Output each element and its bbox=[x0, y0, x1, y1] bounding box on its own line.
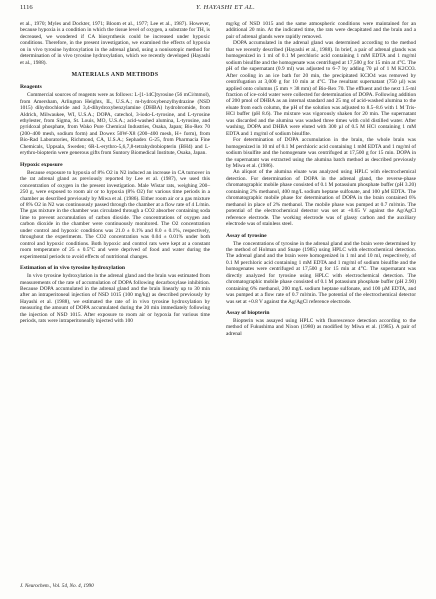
dopa-adrenal-paragraph: DOPA accumulated in the adrenal gland was determined according to the method that we recently described (Hayashi et al., 1988). In brief, a pair of adrenal glands was homogenized in 1 ml of 0.1 M perchloric acid containing 1 mM EDTA and 1 mg/ml sodium bisulfite and the homogenate was centrifuged at 17,500 g for 15 min at 4°C. The pH of the supernatant (0.9 ml) was adjusted to 6–7 by adding 70 µl of 1 M K2CO3. After cooling in an ice bath for 20 min, the precipitated KClO4 was removed by centrifugation at 3,000 g for 10 min at 4°C. The resultant supernatant (750 µl) was applied onto columns (5 mm × 38 mm) of Bio-Rex 70. The effluent and the next 1.5-ml fraction of ice-cold water were collected for determination of DOPA. Following addition of 200 pmol of DHBA as an internal standard and 25 mg of acid-washed alumina to the eluate from each column, the pH of the solution was adjusted to 8.5–8.6 with 1 M Tris-HCl buffer (pH 8.6). The mixture was vigorously shaken for 20 min. The supernatant was discarded and the alumina was washed three times with cold distilled water. After washing, DOPA and DHBA were eluted with 300 µl of 0.5 M HCl containing 1 mM EDTA and 1 mg/ml of sodium bisulfite. bbox=[226, 40, 416, 137]
journal-footer: J. Neurochem., Vol. 54, No. 4, 1990 bbox=[20, 583, 94, 589]
running-head bbox=[20, 3, 418, 13]
left-column bbox=[20, 21, 210, 325]
subheading-biopterin-assay: Assay of biopterin bbox=[226, 310, 270, 317]
section-heading-materials-methods: MATERIALS AND METHODS bbox=[71, 72, 159, 79]
estimation-paragraph: In vivo tyrosine hydroxylation in the adrenal gland and the brain was estimated from measurements of the rate of accumulation of DOPA following decarboxylase inhibition. Because DOPA accumulated in the adrenal gland and the brain linearly up to 30 min after an intraperitoneal injection of NSD 1015 (100 mg/kg) as described previously by Hayashi et al. (1988), we estimated the rate of in vivo tyrosine hydroxylation by measuring the amount of DOPA accumulated during the 20 min immediately following the injection of NSD 1015. After exposure to room air or hypoxia for various time periods, rats were intraperitoneally injected with 100 bbox=[20, 273, 210, 325]
subheading-hypoxic-exposure: Hypoxic exposure bbox=[20, 161, 63, 168]
page-number: 1116 bbox=[20, 4, 33, 11]
subheading-tyrosine-assay: Assay of tyrosine bbox=[226, 232, 267, 239]
hplc-paragraph: An aliquot of the alumina eluate was analyzed using HPLC with electrochemical detection. For determination of DOPA in the adrenal gland, the reverse-phase chromatographic mobile phase consisted of 0.1 M potassium phosphate buffer (pH 3.20) containing 2% methanol, 400 mg/L sodium heptane sulfonate, and 100 µM EDTA. The chromatographic mobile phase for determination of DOPA in the brain contained 6% methanol in place of 2% methanol. The mobile phase was pumped at 0.7 ml/min. The potential of the electrochemical detector was set at +0.65 V against the Ag/AgCl reference electrode. The working electrode was of glassy carbon and the auxiliary electrode was of stainless steel. bbox=[226, 169, 416, 228]
right-column bbox=[226, 21, 416, 337]
biopterin-paragraph: Biopterin was assayed using HPLC with fluorescence detection according to the method of Fukushima and Nixon (1980) as modified by Miwa et al. (1985). A pair of adrenal bbox=[226, 318, 416, 337]
intro-paragraph: et al., 1970; Myles and Dockter, 1971; Bloom et al., 1977; Lee et al., 1987). However, because hypoxia is a condition in which the tissue level of oxygen, a substrate for TH, is decreased, we wondered if CA biosynthesis could be increased under hypoxic conditions. Therefore, in the present investigation, we examined the effects of hypoxia on in vivo tyrosine hydroxylation in the adrenal gland, using a nonisotopic method for determination of in vivo tyrosine hydroxylation, which we recently developed (Hayashi et al., 1988). bbox=[20, 21, 210, 66]
dopa-brain-paragraph: For determination of DOPA accumulation in the brain, the whole brain was homogenized in 10 ml of 0.1 M perchloric acid containing 1 mM EDTA and 1 mg/ml of sodium bisulfite and the homogenate was centrifuged at 17,500 g for 15 min. DOPA in the supernatant was extracted using the alumina batch method as described previously by Miwa et al. (1986). bbox=[226, 137, 416, 169]
subheading-reagents: Reagents bbox=[20, 84, 42, 91]
subheading-estimation: Estimation of in vivo tyrosine hydroxylation bbox=[20, 265, 125, 272]
tyrosine-paragraph: The concentrations of tyrosine in the adrenal gland and the brain were determined by the method of Holman and Snape (1985) using HPLC with electrochemical detection. The adrenal gland and the brain were homogenized in 1 ml and 10 ml, respectively, of 0.1 M perchloric acid containing 1 mM EDTA and 1 mg/ml of sodium bisulfite and the homogenates were centrifuged at 17,500 g for 15 min at 4°C. The supernatant was directly analyzed for tyrosine using HPLC with electrochemical detection. The chromatographic mobile phase consisted of 0.1 M potassium phosphate buffer (pH 2.90) containing 6% methanol, 200 mg/L sodium heptane sulfonate, and 100 µM EDTA, and was pumped at a flow rate of 0.7 ml/min. The potential of the electrochemical detector was set at +0.8 V against the Ag/AgCl reference electrode. bbox=[226, 240, 416, 305]
continuation-paragraph: mg/kg of NSD 1015 and the same atmospheric conditions were maintained for an additional 20 min. At the indicated time, the rats were decapitated and the brain and a pair of adrenal glands were rapidly removed. bbox=[226, 21, 416, 40]
running-head-authors: Y. HAYASHI ET AL. bbox=[196, 4, 256, 11]
hypoxic-paragraph: Because exposure to hypoxia of 8% O2 in N2 induced an increase in CA turnover in the rat adrenal gland as previously reported by Lee et al. (1987), we used this concentration of oxygen in the present investigation. Male Wistar rats, weighing 200–250 g, were exposed to room air or to hypoxia (8% O2) for various time periods in a chamber as described previously by Miwa et al. (1986). Either room air or a gas mixture of 8% O2 in N2 was continuously passed through the chamber at a flow rate of 4 L/min. The gas mixture in the chamber was circulated through a CO2 absorber containing soda lime to prevent accumulation of carbon dioxide. The concentrations of oxygen and carbon dioxide in the chamber were continuously monitored. The O2 concentration under control and hypoxic conditions was 21.0 ± 0.1% and 8.0 ± 0.1%, respectively, throughout the experiments. The CO2 concentration was 0.04 ± 0.01% under both control and hypoxic conditions. Both hypoxic and control rats were kept at a constant room temperature of 25 ± 0.5°C and were deprived of food and water during the experimental periods to avoid effects of nutritional changes. bbox=[20, 169, 210, 260]
reagents-paragraph: Commercial sources of reagents were as follows: L-[1-14C]tyrosine (56 mCi/mmol), from Amersham, Arlington Heights, IL, U.S.A.; m-hydroxybenzylhydrazine (NSD 1015) dihydrochloride and 3,4-dihydroxybenzylamine (DHBA) hydrobromide, from Aldrich, Milwaukee, WI, U.S.A.; DOPA, catechol, 3-iodo-L-tyrosine, and L-tyrosine ethylester, from Sigma, St. Louis, MO, U.S.A.; acid-washed alumina, L-tyrosine, and pyridoxal phosphate, from Wako Pure Chemical Industries, Osaka, Japan; Bio-Rex 70 (200–400 mesh, sodium form) and Dowex 50W-X8 (200–400 mesh, H+ form), from Bio-Rad Laboratories, Richmond, CA, U.S.A.; Sephadex G-25, from Pharmacia Fine Chemicals, Uppsala, Sweden; 6R-L-erythro-5,6,7,8-tetrahydrobiopterin (BH4) and L-erythro-biopterin were generous gifts from Suntory Biomedical Institute, Osaka, Japan. bbox=[20, 92, 210, 157]
